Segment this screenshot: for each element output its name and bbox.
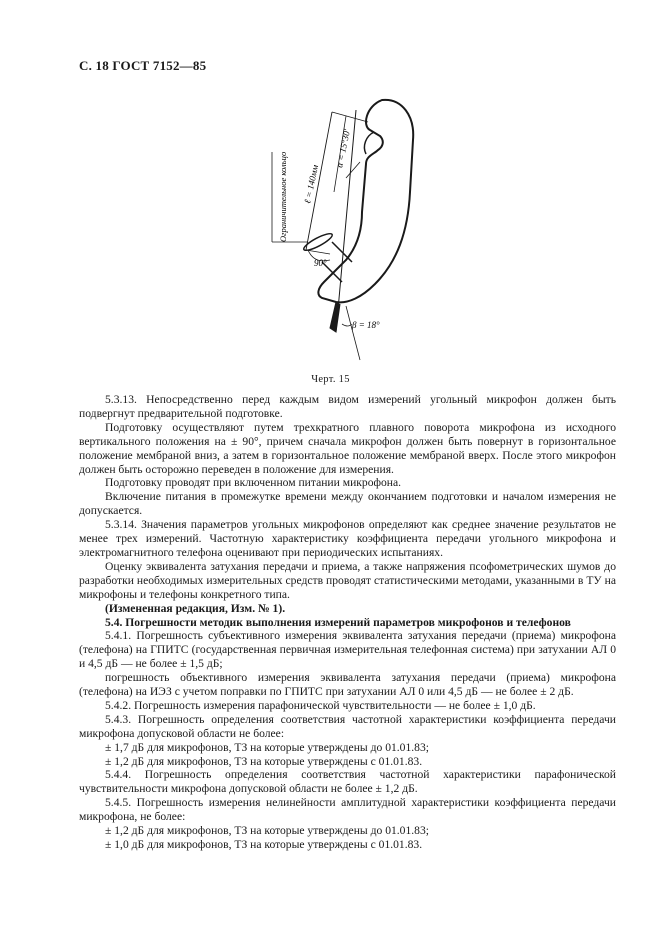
paragraph: ± 1,2 дБ для микрофонов, ТЗ на которые утверждены до 01.01.83; bbox=[105, 824, 429, 838]
paragraph: (Измененная редакция, Изм. № 1). bbox=[105, 601, 286, 615]
paragraph: 5.4.4. Погрешность определения соответствия частотной характеристики парафонической чувствительности микрофона допусковой области не более ± 1,2 дБ. bbox=[79, 768, 616, 796]
length-label: ℓ = 140мм bbox=[302, 163, 321, 205]
paragraph: 5.4.1. Погрешность субъективного измерения эквивалента затухания передачи (приема) микрофона (телефона) на ГПИТС (государственная первичная измерительная телефонная система) при затухании АЛ 0 и 4,5 дБ — не более ± 1,5 дБ; bbox=[79, 629, 616, 671]
alpha-label: α = 15°30′ bbox=[334, 128, 353, 169]
beta-label: β = 18° bbox=[352, 320, 380, 330]
paragraph: ± 1,0 дБ для микрофонов, ТЗ на которые утверждены с 01.01.83. bbox=[105, 838, 423, 851]
body-text bbox=[79, 393, 616, 852]
paragraph: 5.4.2. Погрешность измерения парафонической чувствительности — не более ± 1,0 дБ. bbox=[105, 698, 536, 712]
paragraph: погрешность объективного измерения эквивалента затухания передачи (приема) микрофона (телефона) на ИЭЗ с учетом поправки по ГПИТС при затухании АЛ 0 или 4,5 дБ — не более ± 2 дБ. bbox=[79, 671, 616, 699]
paragraph: Подготовку осуществляют путем трехкратного плавного поворота микрофона из исходного вертикального положения на ± 90°, причем сначала микрофон должен быть повернут в горизонтальное положение мембраной вниз, а затем в горизонтальное положение мембраной вверх. После этого микрофон должен быть осторожно переведен в положение для измерения. bbox=[79, 420, 616, 476]
paragraph: 5.3.14. Значения параметров угольных микрофонов определяют как среднее значение результатов не менее трех измерений. Частотную характеристику коэффициента передачи угольного микрофона и электромагнитного телефона оценивают при периодических испытаниях. bbox=[79, 518, 616, 559]
paragraph: 5.4. Погрешности методик выполнения измерений параметров микрофонов и телефонов bbox=[105, 615, 571, 629]
page-header: С. 18 ГОСТ 7152—85 bbox=[79, 58, 207, 73]
paragraph: Подготовку проводят при включенном питании микрофона. bbox=[105, 476, 402, 490]
paragraph: Оценку эквивалента затухания передачи и приема, а также напряжения псофометрических шумов до разработки необходимых измерительных средств проводят статистическими методами, указанными в ТУ на микрофоны и телефоны конкретного типа. bbox=[79, 559, 616, 601]
handset-drawing bbox=[250, 92, 420, 362]
paragraph: ± 1,7 дБ для микрофонов, ТЗ на которые утверждены до 01.01.83; bbox=[105, 740, 429, 754]
paragraph: ± 1,2 дБ для микрофонов, ТЗ на которые утверждены с 01.01.83. bbox=[105, 754, 423, 768]
right-angle-label: 90° bbox=[314, 258, 327, 268]
paragraph: 5.4.3. Погрешность определения соответствия частотной характеристики коэффициента передачи микрофона допусковой области не более: bbox=[79, 712, 616, 740]
paragraph: 5.3.13. Непосредственно перед каждым видом измерений угольный микрофон должен быть подвергнут предварительной подготовке. bbox=[79, 393, 616, 420]
receiver-cap bbox=[364, 132, 374, 154]
cord bbox=[330, 302, 340, 332]
paragraph: Включение питания в промежутке времени между окончанием подготовки и началом измерения не допускается. bbox=[79, 490, 616, 518]
ring-label: Ограничительное кольцо bbox=[278, 151, 288, 242]
paragraph: 5.4.5. Погрешность измерения нелинейности амплитудной характеристики коэффициента передачи микрофона, не более: bbox=[79, 796, 616, 824]
figure-caption: Черт. 15 bbox=[311, 374, 350, 385]
